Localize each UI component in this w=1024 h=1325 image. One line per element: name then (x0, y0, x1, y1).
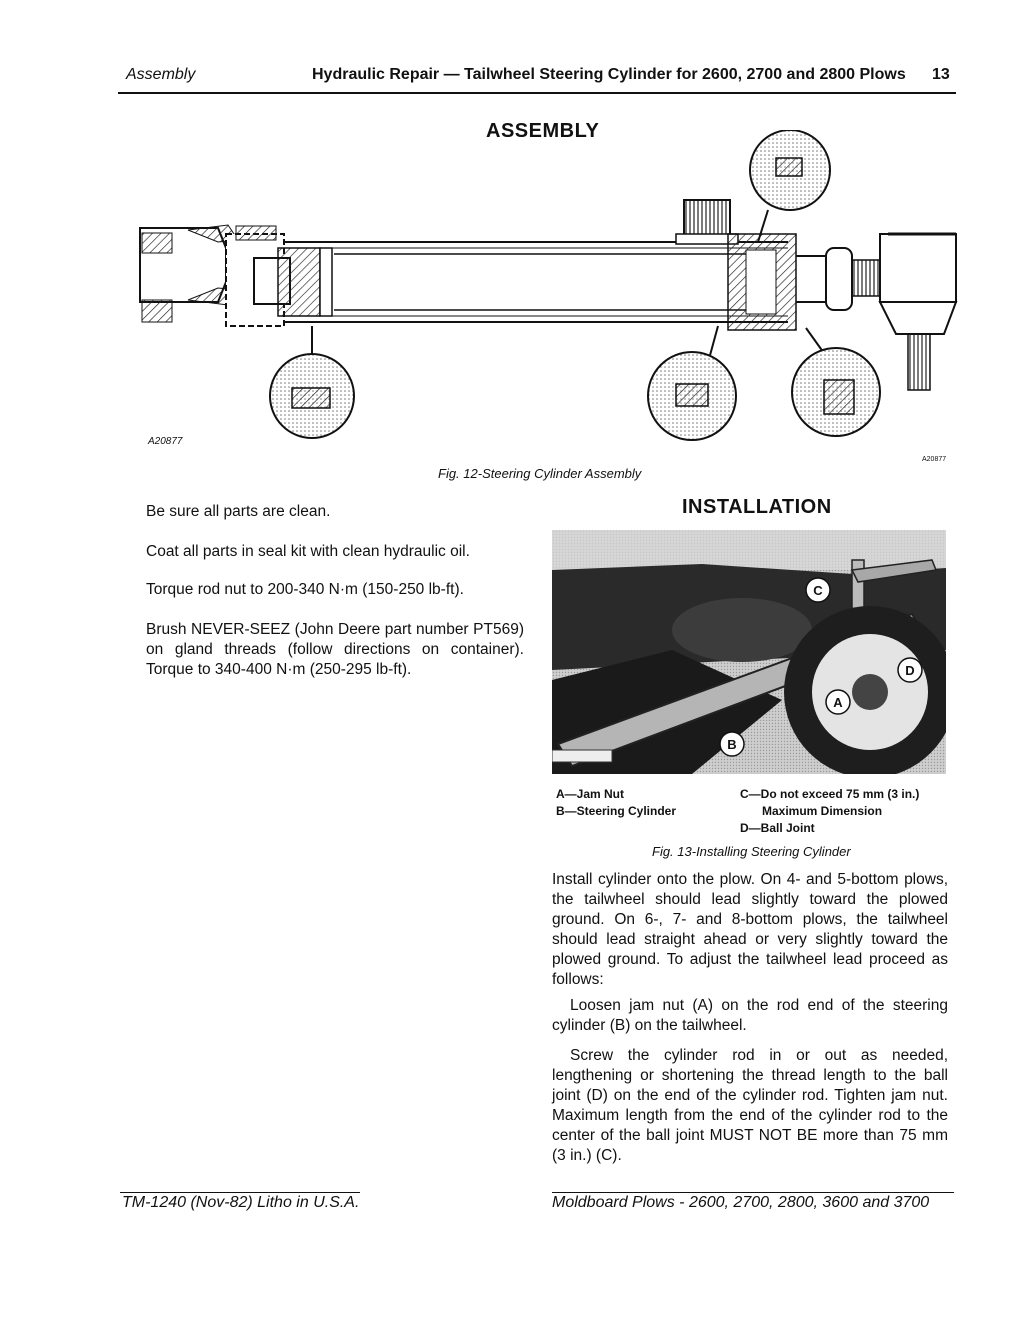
installation-photo (552, 530, 946, 774)
svg-text:D: D (905, 663, 915, 678)
footer-rule-right (552, 1192, 954, 1193)
legend-c-continued: Maximum Dimension (762, 804, 883, 818)
legend-c: C—Do not exceed 75 mm (3 in.) (740, 787, 920, 801)
svg-text:B: B (727, 737, 737, 752)
figure-id-right: A20877 (922, 456, 947, 463)
installation-heading: INSTALLATION (682, 496, 832, 518)
installation-paragraph-2: Loosen jam nut (A) on the rod end of the steering cylinder (B) on the tailwheel. (552, 997, 948, 1034)
legend-d: D—Ball Joint (740, 821, 815, 835)
assembly-step-4: Brush NEVER-SEEZ (John Deere part number PT569) on gland threads (follow directions on container). Torque to 340-400 N·m (250-295 lb-ft). (146, 621, 524, 678)
footer-right: Moldboard Plows - 2600, 2700, 2800, 3600 and 3700 (552, 1194, 930, 1211)
legend-a: A—Jam Nut (556, 787, 625, 801)
photo-label-d (898, 658, 922, 682)
cylinder-barrel (284, 242, 788, 322)
assembly-step-1: Be sure all parts are clean. (146, 503, 331, 520)
photo-label-a (826, 690, 850, 714)
svg-text:C: C (813, 583, 823, 598)
legend-b: B—Steering Cylinder (556, 804, 677, 818)
header-section-label: Assembly (126, 66, 196, 83)
assembly-step-3: Torque rod nut to 200-340 N·m (150-250 lb-ft). (146, 581, 464, 598)
svg-text:A: A (833, 695, 843, 710)
footer-rule-left (120, 1192, 360, 1193)
photo-label-c (806, 578, 830, 602)
ball-joint (880, 234, 956, 390)
clevis-end (140, 225, 238, 322)
cylinder-gland (728, 234, 796, 330)
photo-label-b (720, 732, 744, 756)
page-number: 13 (932, 66, 950, 83)
figure-id-left: A20877 (148, 436, 183, 447)
cylinder-rod (796, 248, 880, 310)
header-rule (118, 92, 956, 94)
steering-cylinder-assembly-drawing (128, 130, 968, 470)
assembly-step-2: Coat all parts in seal kit with clean hydraulic oil. (146, 543, 470, 560)
header-title: Hydraulic Repair — Tailwheel Steering Cylinder for 2600, 2700 and 2800 Plows (312, 66, 906, 83)
assembly-heading: ASSEMBLY (486, 120, 600, 142)
installation-paragraph-3: Screw the cylinder rod in or out as needed, lengthening or shortening the thread length to the ball joint (D) on the end of the cylinder rod. Tighten jam nut. Maximum length from the end of the cylinder rod to the center of the ball joint MUST NOT BE more than 75 mm (3 in.) (C). (552, 1047, 948, 1164)
installation-paragraph-1: Install cylinder onto the plow. On 4- and 5-bottom plows, the tailwheel should lead slightly toward the plowed ground. On 6-, 7- and 8-bottom plows, the tailwheel should lead straight ahead or very slightly toward the plowed ground. To adjust the tailwheel lead proceed as follows: (552, 871, 948, 988)
figure-13-caption: Fig. 13-Installing Steering Cylinder (652, 844, 851, 859)
footer-left: TM-1240 (Nov-82) Litho in U.S.A. (122, 1194, 360, 1211)
figure-12-caption: Fig. 12-Steering Cylinder Assembly (438, 466, 642, 481)
